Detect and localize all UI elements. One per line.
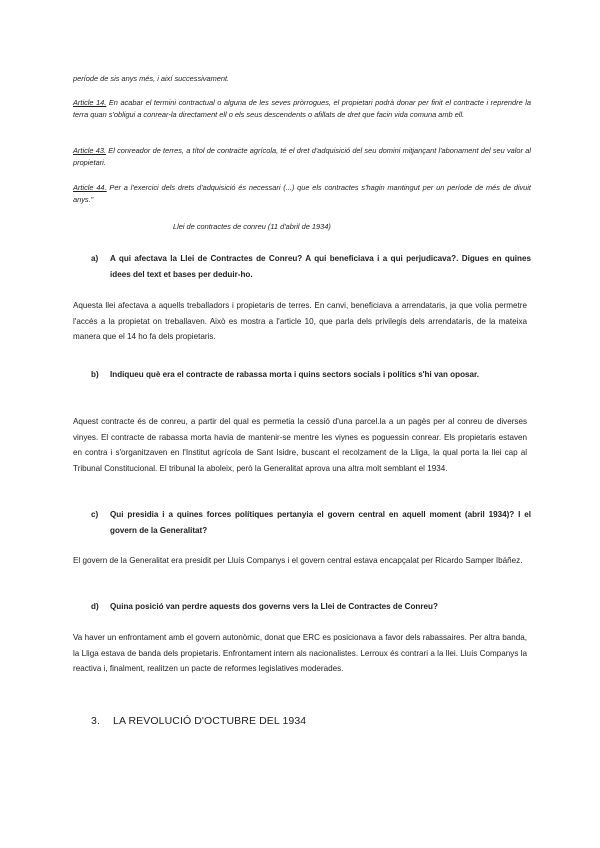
- article-label: Article 14.: [73, 98, 107, 107]
- question-text: Quina posició van perdre aquests dos governs vers la Llei de Contractes de Conreu?: [110, 602, 438, 611]
- article-text: En acabar el termini contractual o alguna de les seves pròrrogues, el propietari podrà donar per finit el contracte i reprendre la terra quan s'obligui a conrear-la directament ell o els seus descendents o afillats de dret que facin vida comuna amb ell.: [73, 98, 531, 119]
- question-label: d): [91, 602, 99, 611]
- quote-article-43: [73, 145, 531, 169]
- answer-c: El govern de la Generalitat era presidit per Lluís Companys i el govern central estava encapçalat per Ricardo Samper Ibáñez.: [73, 556, 523, 565]
- answer-d: Va haver un enfrontament amb el govern autonòmic, donat que ERC es posicionava a favor dels rabassaires. Per altra banda, la Lliga estava de banda dels propietaris. Enfrontament intern als nacionalistes. Lerroux és contrari a la llei. Lluís Companys la reactiva i, finalment, realitzen un pacte de reformes legislatives moderades.: [73, 633, 527, 674]
- answer-b: Aquest contracte és de conreu, a partir del qual es permetia la cessió d'una parcel.la a un pagès per al conreu de diverses vinyes. El contracte de rabassa morta havia de mantenir-se mentre les viynes es poguessin conrear. Els propietaris estaven en contra i s'organitzaven en l'Institut agrícola de Sant Isidre, buscant el recolzament de la Lliga, la qual porta la llei cap al Tribunal Constitucional. El tribunal la aboleix, però la Generalitat aprova una altra molt semblant el 1934.: [73, 417, 527, 473]
- article-label: Article 44.: [73, 183, 107, 192]
- quote-source: Llei de contractes de conreu (11 d'abril de 1934): [173, 222, 331, 231]
- quote-article-44: [73, 182, 531, 206]
- quote-article-14: [73, 97, 531, 121]
- section-number: 3.: [91, 715, 100, 727]
- question-label: b): [91, 370, 99, 379]
- section-heading: [91, 715, 306, 727]
- question-d: [91, 599, 531, 615]
- question-a: [91, 251, 531, 282]
- question-label: a): [91, 254, 99, 263]
- quote-opening: període de sis anys més, i així successivament.: [73, 74, 230, 83]
- answer-a: Aquesta llei afectava a aquells treballadors i propietaris de terres. En canvi, beneficiava a arrendataris, ja que volia permetre l'accés a la propietat on treballaven. Això es mostra a l'article 10, que parla dels privilegis dels arrendataris, de la mateixa manera que el 14 ho fa dels propietaris.: [73, 301, 527, 342]
- section-title: LA REVOLUCIÓ D'OCTUBRE DEL 1934: [113, 715, 307, 727]
- article-text: Per a l'exercici dels drets d'adquisició és necessari (...) que els contractes s'hagin mantingut per un període de més de divuit anys.": [73, 183, 531, 204]
- article-label: Article 43.: [73, 146, 107, 155]
- question-c: [91, 507, 531, 538]
- question-text: Indiqueu què era el contracte de rabassa morta i quins sectors socials i polítics s'hi van oposar.: [110, 370, 479, 379]
- question-text: A qui afectava la Llei de Contractes de Conreu? A qui beneficiava i a qui perjudicava?. Digues en quines idees del text et bases per deduir-ho.: [110, 254, 531, 279]
- article-text: El conreador de terres, a títol de contracte agrícola, té el dret d'adquisició del seu domini mitjançant l'abonament del seu valor al propietari.: [73, 146, 531, 167]
- question-text: Qui presidia i a quines forces polítiques pertanyia el govern central en aquell moment (abril 1934)? I el govern de la Generalitat?: [110, 510, 531, 535]
- question-label: c): [91, 510, 99, 519]
- question-b: [91, 367, 531, 383]
